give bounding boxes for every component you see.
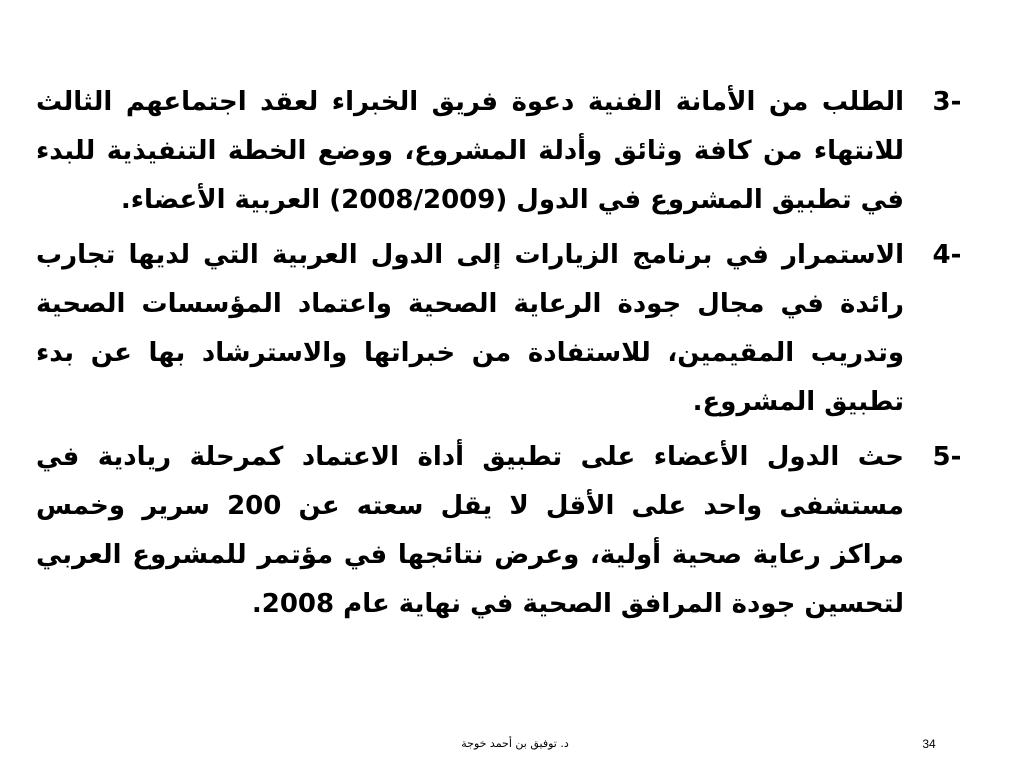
list-item	[36, 78, 990, 225]
footer-author: د. توفيق بن أحمد خوجة	[461, 737, 569, 750]
item-text: الطلب من الأمانة الفنية دعوة فريق الخبراء لعقد اجتماعهم الثالث للانتهاء من كافة وثائق وأدلة المشروع، ووضع الخطة التنفيذية للبدء في تطبيق المشروع في الدول (2008/2009) العربية الأعضاء.	[36, 87, 904, 215]
list-item	[36, 433, 990, 629]
list-item	[36, 231, 990, 427]
item-number: 3-	[932, 87, 962, 117]
item-number: 5-	[932, 442, 962, 472]
item-text: الاستمرار في برنامج الزيارات إلى الدول العربية التي لديها تجارب رائدة في مجال جودة الرعاية الصحية واعتماد المؤسسات الصحية وتدريب المقيمين، للاستفادة من خبراتها والاسترشاد بها عن بدء تطبيق المشروع.	[36, 240, 904, 417]
page-number: 34	[922, 737, 936, 751]
item-number: 4-	[932, 240, 962, 270]
numbered-list	[36, 78, 990, 635]
item-text: حث الدول الأعضاء على تطبيق أداة الاعتماد كمرحلة ريادية في مستشفى واحد على الأقل لا يقل سعته عن 200 سرير وخمس مراكز رعاية صحية أولية، وعرض نتائجها في مؤتمر للمشروع العربي لتحسين جودة المرافق الصحية في نهاية عام 2008.	[36, 442, 904, 619]
